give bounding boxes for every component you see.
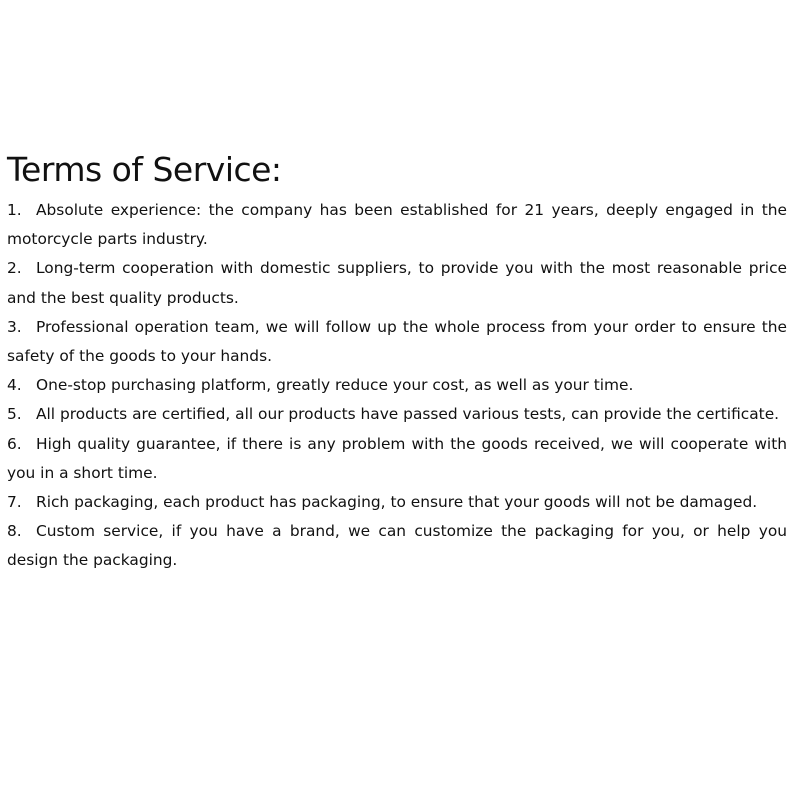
term-number: 8. [7, 522, 22, 541]
term-item-7 [7, 488, 787, 517]
term-text: Rich packaging, each product has packaging, to ensure that your goods will not be damaged. [36, 493, 758, 512]
term-item-4 [7, 371, 787, 400]
term-item-2 [7, 254, 787, 312]
term-text: Custom service, if you have a brand, we can customize the packaging for you, or help you design the packaging. [7, 522, 787, 570]
term-text: Long-term cooperation with domestic suppliers, to provide you with the most reasonable price and the best quality products. [7, 259, 787, 307]
term-item-1 [7, 196, 787, 254]
term-item-3 [7, 313, 787, 371]
terms-list [7, 196, 787, 576]
term-number: 5. [7, 405, 22, 424]
term-text: One-stop purchasing platform, greatly reduce your cost, as well as your time. [36, 376, 634, 395]
term-number: 7. [7, 493, 22, 512]
term-number: 6. [7, 434, 22, 453]
term-number: 1. [7, 201, 22, 219]
term-number: 3. [7, 317, 22, 336]
term-number: 2. [7, 259, 22, 278]
term-text: All products are certified, all our products have passed various tests, can provide the certificate. [36, 405, 780, 424]
term-text: High quality guarantee, if there is any problem with the goods received, we will cooperate with you in a short time. [7, 434, 787, 482]
term-item-5 [7, 400, 787, 429]
term-item-8 [7, 517, 787, 575]
page-title: Terms of Service: [7, 150, 282, 189]
term-number: 4. [7, 376, 22, 395]
terms-document [7, 148, 787, 576]
term-item-6 [7, 430, 787, 488]
term-text: Absolute experience: the company has been established for 21 years, deeply engaged in the motorcycle parts industry. [7, 201, 787, 249]
term-text: Professional operation team, we will follow up the whole process from your order to ensure the safety of the goods to your hands. [7, 317, 787, 366]
